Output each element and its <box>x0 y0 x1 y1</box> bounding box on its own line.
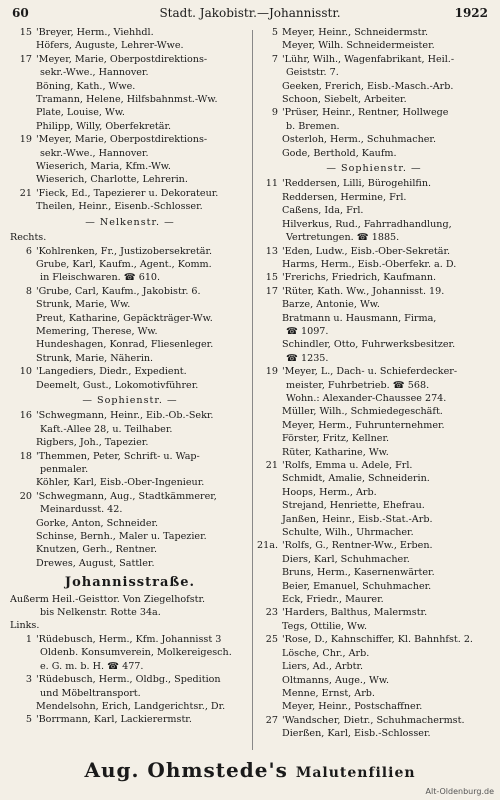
directory-entry <box>256 258 492 271</box>
entry-text: 'Prüser, Heinr., Rentner, Hollwege <box>282 107 449 119</box>
directory-entry <box>10 517 250 530</box>
directory-entry <box>256 620 492 633</box>
entry-text: 'Borrmann, Karl, Lackierermstr. <box>36 714 192 726</box>
entry-text: b. Bremen. <box>286 120 340 132</box>
directory-entry <box>10 409 250 422</box>
directory-entry <box>10 463 250 476</box>
entry-text: Schmidt, Amalie, Schneiderin. <box>282 473 430 485</box>
directory-entry <box>10 258 250 271</box>
entry-text: Reddersen, Hermine, Frl. <box>282 191 407 203</box>
directory-entry <box>256 593 492 606</box>
entry-text: Rigbers, Joh., Tapezier. <box>36 437 149 449</box>
directory-entry <box>256 660 492 673</box>
directory-entry <box>256 472 492 485</box>
cross-street: — Sophienstr. — <box>82 394 178 406</box>
directory-entry <box>256 486 492 499</box>
entry-text: Liers, Ad., Arbtr. <box>282 661 364 673</box>
entry-text: Meyer, Herm., Fuhrunternehmer. <box>282 419 445 431</box>
page-header <box>12 6 488 26</box>
ad-product: Malutenfilien <box>295 765 416 781</box>
directory-entry <box>10 700 250 713</box>
entry-text: Menne, Ernst, Arb. <box>282 687 375 699</box>
house-number: 16 <box>19 410 32 422</box>
ad-brand: Aug. Ohmstede's <box>84 758 288 782</box>
entry-text: Meyer, Wilh. Schneidermeister. <box>282 40 435 52</box>
entry-text: Bratmann u. Hausmann, Firma, <box>282 312 437 324</box>
house-number: 9 <box>271 107 278 119</box>
entry-text: Förster, Fritz, Kellner. <box>282 433 390 445</box>
entry-text: Drewes, August, Sattler. <box>36 557 155 569</box>
directory-entry <box>10 379 250 392</box>
entry-text: 'Rüdebusch, Herm., Kfm. Johannisst 3 <box>36 633 222 645</box>
entry-text: Beier, Emanuel, Schuhmacher. <box>282 580 432 592</box>
directory-entry <box>256 80 492 93</box>
directory-entry <box>10 39 250 52</box>
cross-street: — Sophienstr. — <box>326 163 422 175</box>
directory-entry <box>10 312 250 325</box>
directory-entry <box>256 245 492 258</box>
directory-entry <box>256 687 492 700</box>
directory-entry <box>256 325 492 338</box>
directory-entry <box>256 606 492 619</box>
directory-entry <box>256 271 492 284</box>
directory-entry <box>10 673 250 686</box>
directory-entry <box>256 26 492 39</box>
house-number: 21a. <box>257 540 278 552</box>
directory-entry <box>10 187 250 200</box>
entry-text: Hoops, Herm., Arb. <box>282 486 377 498</box>
directory-entry <box>10 93 250 106</box>
entry-text: Rechts. <box>10 232 47 244</box>
directory-entry <box>256 499 492 512</box>
directory-entry <box>10 660 250 673</box>
directory-entry <box>10 285 250 298</box>
directory-entry <box>256 405 492 418</box>
house-number: 1 <box>25 633 32 645</box>
house-number: 18 <box>19 450 32 462</box>
directory-entry <box>256 553 492 566</box>
house-number: 21 <box>19 187 32 199</box>
house-number: 20 <box>19 490 32 502</box>
entry-text: e. G. m. b. H. ☎ 477. <box>40 660 144 672</box>
entry-text: 'Themmen, Peter, Schrift- u. Wap- <box>36 450 200 462</box>
entry-text: bis Nelkenstr. Rotte 34a. <box>40 607 161 619</box>
directory-entry <box>10 66 250 79</box>
entry-text: Köhler, Karl, Eisb.-Ober-Ingenieur. <box>36 477 205 489</box>
entry-text: 'Langediers, Diedr., Expedient. <box>36 366 187 378</box>
directory-entry <box>256 459 492 472</box>
directory-entry <box>10 338 250 351</box>
entry-text: Diers, Karl, Schuhmacher. <box>282 553 410 565</box>
entry-text: Oltmanns, Auge., Ww. <box>282 674 390 686</box>
entry-text: Kaft.-Allee 28, u. Teilhaber. <box>40 423 173 435</box>
entry-text: Außerm Heil.-Geisttor. Von Ziegelhofstr. <box>10 593 206 605</box>
entry-text: Geeken, Frerich, Eisb.-Masch.-Arb. <box>282 80 454 92</box>
house-number: 5 <box>271 27 278 38</box>
footer-advertisement <box>0 758 500 782</box>
directory-entry <box>256 204 492 217</box>
directory-entry <box>10 231 250 244</box>
entry-text: 'Kohlrenken, Fr., Justizobersekretär. <box>36 245 213 257</box>
directory-entry <box>10 26 250 39</box>
house-number: 25 <box>265 634 278 646</box>
directory-entry <box>10 106 250 119</box>
directory-entry <box>10 476 250 489</box>
entry-text: Lösche, Chr., Arb. <box>282 647 370 659</box>
house-number: 21 <box>265 460 278 471</box>
directory-entry <box>10 606 250 619</box>
directory-entry <box>10 633 250 646</box>
entry-text: Wohn.: Alexander-Chaussee 274. <box>286 392 447 404</box>
directory-entry <box>10 503 250 516</box>
page-title: Stadt. Jakobistr.—Johannisstr. <box>159 6 341 20</box>
directory-entry <box>10 120 250 133</box>
directory-entry <box>256 674 492 687</box>
entry-text: Oldenb. Konsumverein, Molkereigesch. <box>40 647 232 659</box>
source-credit: Alt-Oldenburg.de <box>425 787 494 796</box>
directory-entry <box>256 338 492 351</box>
directory-entry <box>256 539 492 552</box>
directory-entry <box>256 419 492 432</box>
entry-text: 'Meyer, Marie, Oberpostdirektions- <box>36 134 208 146</box>
entry-text: 'Fieck, Ed., Tapezierer u. Dekorateur. <box>36 187 219 199</box>
entry-text: 'Harders, Balthus, Malermstr. <box>282 607 428 619</box>
entry-text: 'Schwegmann, Aug., Stadtkämmerer, <box>36 490 217 502</box>
directory-entry <box>256 727 492 740</box>
directory-entry <box>256 66 492 79</box>
directory-entry <box>256 566 492 579</box>
directory-entry <box>256 133 492 146</box>
entry-text: 'Rose, D., Kahnschiffer, Kl. Bahnhfst. 2. <box>282 634 473 646</box>
house-number: 27 <box>265 714 278 726</box>
directory-entry <box>10 271 250 284</box>
directory-entry <box>10 436 250 449</box>
right-column <box>256 26 492 752</box>
directory-entry <box>256 513 492 526</box>
entry-text: Rüter, Katharine, Ww. <box>282 446 389 458</box>
entry-text: 'Rüdebusch, Herm., Oldbg., Spedition <box>36 674 221 686</box>
street-heading: Johannisstraße. <box>64 575 196 591</box>
entry-text: 'Lühr, Wilh., Wagenfabrikant, Heil.- <box>282 53 455 65</box>
directory-entry <box>256 106 492 119</box>
entry-text: 'Eden, Ludw., Eisb.-Ober-Sekretär. <box>282 245 451 257</box>
entry-text: Gorke, Anton, Schneider. <box>36 517 159 529</box>
entry-text: Höfers, Auguste, Lehrer-Wwe. <box>36 40 184 52</box>
entry-text: 'Meyer, L., Dach- u. Schieferdecker- <box>282 366 458 378</box>
directory-entry <box>256 312 492 325</box>
directory-entry <box>256 714 492 727</box>
entry-text: Schulte, Wilh., Uhrmacher. <box>282 527 414 539</box>
house-number: 5 <box>25 714 32 726</box>
directory-entry <box>256 39 492 52</box>
entry-text: 'Rolfs, G., Rentner-Ww., Erben. <box>282 540 433 552</box>
entry-text: Memering, Therese, Ww. <box>36 325 158 337</box>
entry-text: und Möbeltransport. <box>40 687 141 699</box>
house-number: 6 <box>25 245 32 257</box>
entry-text: Geiststr. 7. <box>286 67 339 79</box>
entry-text: Tegs, Ottilie, Ww. <box>282 620 368 632</box>
entry-text: Meinardusst. 42. <box>40 504 123 516</box>
entry-text: 'Meyer, Marie, Oberpostdirektions- <box>36 53 208 65</box>
directory-entry <box>10 173 250 186</box>
directory-entry <box>10 298 250 311</box>
directory-entry <box>10 160 250 173</box>
entry-text: Meyer, Heinr., Schneidermstr. <box>282 27 429 38</box>
directory-entry <box>256 352 492 365</box>
directory-entry <box>10 200 250 213</box>
directory-entry <box>10 53 250 66</box>
directory-entry <box>256 231 492 244</box>
entry-text: Vertretungen. ☎ 1885. <box>286 232 400 244</box>
directory-entry <box>10 365 250 378</box>
house-number: 11 <box>265 178 278 190</box>
entry-text: Böning, Kath., Wwe. <box>36 80 136 92</box>
entry-text: Dierßen, Karl, Eisb.-Schlosser. <box>282 728 431 740</box>
directory-entry <box>10 133 250 146</box>
entry-text: 'Breyer, Herm., Viehhdl. <box>36 27 154 38</box>
directory-entry <box>10 423 250 436</box>
house-number: 19 <box>19 134 32 146</box>
directory-entry <box>10 352 250 365</box>
cross-street: — Nelkenstr. — <box>85 216 175 228</box>
directory-entry <box>10 619 250 632</box>
entry-text: Harms, Herm., Eisb.-Oberfekr. a. D. <box>282 258 457 270</box>
entry-text: Schindler, Otto, Fuhrwerksbesitzer. <box>282 339 456 351</box>
directory-entry <box>256 147 492 160</box>
entry-text: meister, Fuhrbetrieb. ☎ 568. <box>286 379 430 391</box>
house-number: 15 <box>265 272 278 284</box>
directory-entry <box>256 432 492 445</box>
house-number: 7 <box>271 53 278 65</box>
directory-entry <box>10 646 250 659</box>
entry-text: Preut, Katharine, Gepäckträger-Ww. <box>36 312 213 324</box>
entry-text: ☎ 1235. <box>286 352 329 364</box>
left-column <box>10 26 250 752</box>
entry-text: 'Wandscher, Dietr., Schuhmachermst. <box>282 714 465 726</box>
directory-entry <box>10 147 250 160</box>
entry-text: Wieserich, Charlotte, Lehrerin. <box>36 174 188 186</box>
directory-entry <box>10 687 250 700</box>
entry-text: Tramann, Helene, Hilfsbahnmst.-Ww. <box>36 94 218 106</box>
directory-entry <box>10 557 250 570</box>
entry-text: Philipp, Willy, Oberfekretär. <box>36 120 172 132</box>
entry-text: Strunk, Marie, Näherin. <box>36 352 154 364</box>
entry-text: sekr.-Wwe., Hannover. <box>40 67 149 79</box>
entry-text: Meyer, Heinr., Postschaffner. <box>282 701 423 713</box>
entry-text: Knutzen, Gerh., Rentner. <box>36 544 158 556</box>
entry-text: 'Frerichs, Friedrich, Kaufmann. <box>282 272 437 284</box>
entry-text: Strejand, Henriette, Ehefrau. <box>282 500 425 512</box>
entry-text: Barze, Antonie, Ww. <box>282 299 380 311</box>
entry-text: 'Rüter, Kath. Ww., Johannisst. 19. <box>282 285 445 297</box>
directory-entry <box>10 80 250 93</box>
house-number: 8 <box>25 285 32 297</box>
entry-text: penmaler. <box>40 464 89 475</box>
entry-text: Hilverkus, Rud., Fahrradhandlung, <box>282 218 452 230</box>
house-number: 15 <box>19 27 32 38</box>
entry-text: Links. <box>10 620 40 632</box>
directory-entry <box>256 285 492 298</box>
entry-text: 'Rolfs, Emma u. Adele, Frl. <box>282 460 413 471</box>
entry-text: Mendelsohn, Erich, Landgerichtsr., Dr. <box>36 700 226 712</box>
entry-text: Schinse, Bernh., Maler u. Tapezier. <box>36 531 207 543</box>
directory-entry <box>10 325 250 338</box>
column-divider <box>252 30 253 750</box>
entry-text: sekr.-Wwe., Hannover. <box>40 147 149 159</box>
directory-entry <box>256 647 492 660</box>
entry-text: Plate, Louise, Ww. <box>36 107 125 119</box>
directory-entry <box>10 245 250 258</box>
directory-entry <box>256 177 492 190</box>
entry-text: 'Schwegmann, Heinr., Eib.-Ob.-Sekr. <box>36 410 214 422</box>
entry-text: Janßen, Heinr., Eisb.-Stat.-Arb. <box>282 513 433 525</box>
entry-text: Eck, Friedr., Maurer. <box>282 594 384 606</box>
directory-entry <box>256 379 492 392</box>
entry-text: Gode, Berthold, Kaufm. <box>282 147 397 159</box>
directory-entry <box>256 298 492 311</box>
entry-text: in Fleischwaren. ☎ 610. <box>40 272 161 284</box>
directory-entry <box>10 530 250 543</box>
directory-entry <box>256 700 492 713</box>
entry-text: Hundeshagen, Konrad, Fliesenleger. <box>36 339 214 351</box>
directory-entry <box>256 633 492 646</box>
directory-entry <box>256 218 492 231</box>
directory-entry <box>10 713 250 726</box>
year: 1922 <box>454 6 488 20</box>
directory-entry <box>256 365 492 378</box>
directory-entry <box>10 450 250 463</box>
house-number: 10 <box>19 366 32 378</box>
entry-text: Osterloh, Herm., Schuhmacher. <box>282 134 437 146</box>
entry-text: Bruns, Herm., Kasernenwärter. <box>282 567 435 579</box>
house-number: 17 <box>265 285 278 297</box>
entry-text: ☎ 1097. <box>286 325 329 337</box>
directory-entry <box>256 392 492 405</box>
entry-text: Wieserich, Maria, Kfm.-Ww. <box>36 161 171 173</box>
house-number: 23 <box>265 607 278 619</box>
house-number: 17 <box>19 53 32 65</box>
directory-entry <box>256 191 492 204</box>
directory-entry <box>10 490 250 503</box>
house-number: 13 <box>265 245 278 257</box>
entry-text: Grube, Karl, Kaufm., Agent., Komm. <box>36 258 212 270</box>
entry-text: Müller, Wilh., Schmiedegeschäft. <box>282 406 443 418</box>
house-number: 3 <box>25 674 32 686</box>
entry-text: Strunk, Marie, Ww. <box>36 299 131 311</box>
entry-text: Deemelt, Gust., Lokomotivführer. <box>36 379 199 391</box>
entry-text: Theilen, Heinr., Eisenb.-Schlosser. <box>36 201 203 213</box>
directory-entry <box>10 543 250 556</box>
directory-entry <box>256 580 492 593</box>
entry-text: Schoon, Siebelt, Arbeiter. <box>282 94 407 106</box>
directory-entry <box>256 93 492 106</box>
directory-entry <box>256 53 492 66</box>
entry-text: Caßens, Ida, Frl. <box>282 205 364 217</box>
page-number: 60 <box>12 6 29 20</box>
directory-entry <box>10 593 250 606</box>
directory-entry <box>256 526 492 539</box>
directory-entry <box>256 446 492 459</box>
entry-text: 'Grube, Carl, Kaufm., Jakobistr. 6. <box>36 285 201 297</box>
directory-entry <box>256 120 492 133</box>
house-number: 19 <box>265 366 278 378</box>
entry-text: 'Reddersen, Lilli, Bürogehilfin. <box>282 178 432 190</box>
